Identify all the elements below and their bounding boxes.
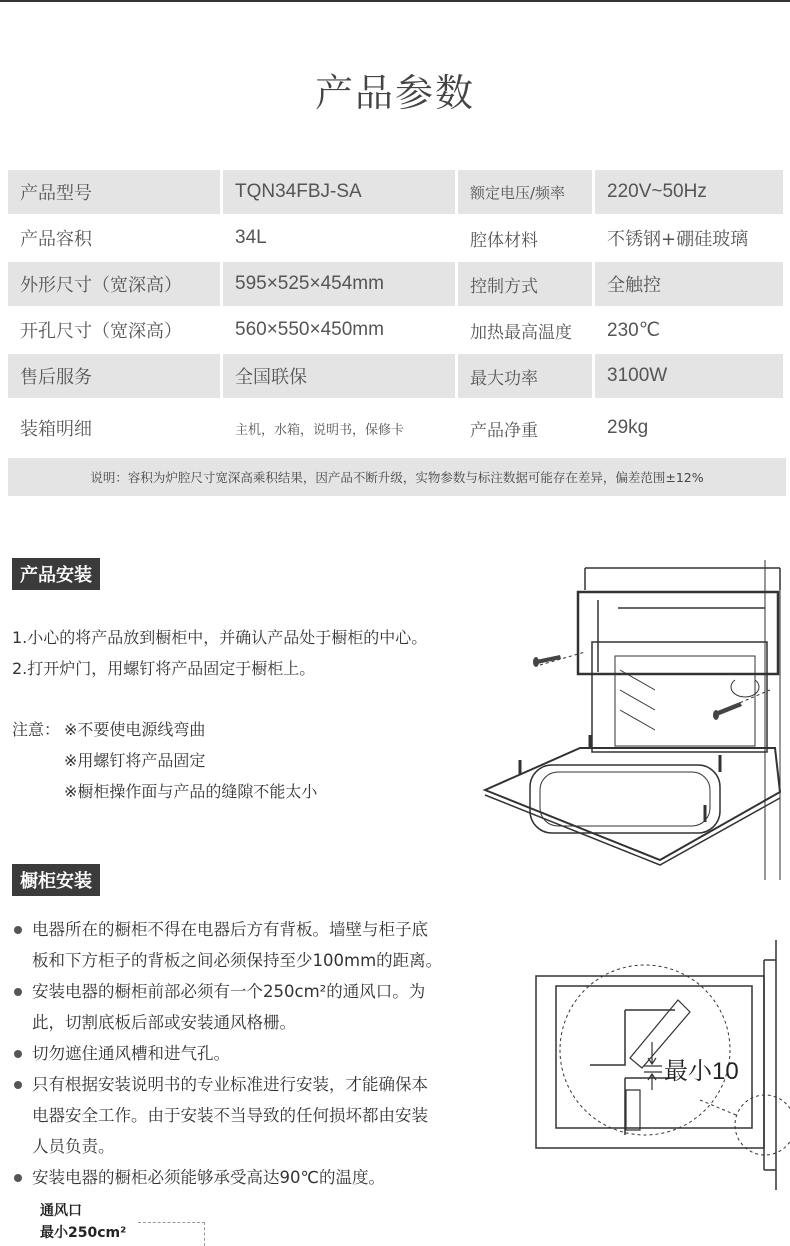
rule-line: 人员负责。 [32,1137,115,1156]
spec-label: 售后服务 [8,354,220,398]
spec-value: 29kg [607,417,649,438]
spec-value: 220V~50Hz [595,170,783,214]
min-gap-label: 最小10 [664,1058,739,1085]
notice-item: ※橱柜操作面与产品的缝隙不能太小 [64,782,318,801]
table-row [8,262,786,306]
spec-label: 最大功率 [458,354,592,398]
bullet-dot [14,1050,22,1058]
spec-label: 控制方式 [458,262,592,306]
table-row [8,354,786,398]
notice-label: 注意： [12,720,61,739]
spec-note: 说明：容积为炉腔尺寸宽深高乘积结果，因产品不断升级，实物参数与标注数据可能存在差异，偏差范围±12% [8,458,786,496]
table-row [8,170,786,214]
bullet-dot [14,988,22,996]
spec-value: 34L [235,227,267,248]
vent-outline [138,1222,205,1246]
install-heading: 产品安装 [12,558,100,590]
notice-item: ※用螺钉将产品固定 [64,751,206,770]
rule-line: 安装电器的橱柜前部必须有一个250cm²的通风口。为 [32,982,426,1001]
rule-line: 板和下方柜子的背板之间必须保持至少100mm的距离。 [32,951,443,970]
install-step: 1.小心的将产品放到橱柜中，并确认产品处于橱柜的中心。 [12,628,428,647]
spec-label: 开孔尺寸（宽深高） [20,321,182,342]
vent-size: 最小250cm² [40,1225,127,1241]
list-item [12,1038,502,1069]
cabinet-heading: 橱柜安装 [12,864,100,896]
spec-value: 全触控 [595,262,783,306]
bullet-dot [14,926,22,934]
notice-item: ※不要使电源线弯曲 [64,720,206,739]
bullet-dot [14,1174,22,1182]
spec-label: 额定电压/频率 [458,170,592,214]
rule-line: 安装电器的橱柜必须能够承受高达90℃的温度。 [32,1168,386,1187]
spec-value: 全国联保 [223,354,455,398]
list-item [12,976,502,1038]
spec-value: 主机，水箱，说明书，保修卡 [235,422,405,438]
spec-value: 595×525×454mm [223,262,455,306]
page-title: 产品参数 [314,71,475,115]
rule-line: 切勿遮住通风槽和进气孔。 [32,1044,230,1063]
vent-caption [40,1200,126,1244]
top-rule [0,0,790,2]
rule-line: 只有根据安装说明书的专业标准进行安装，才能确保本 [32,1075,428,1094]
table-row [8,308,786,352]
install-step: 2.打开炉门，用螺钉将产品固定于橱柜上。 [12,659,316,678]
spec-label: 产品容积 [20,229,92,250]
rule-line: 电器安全工作。由于安装不当导致的任何损坏都由安装 [32,1106,428,1125]
spec-label: 产品净重 [470,420,538,441]
vent-label: 通风口 [40,1203,82,1219]
list-item [12,1069,502,1162]
spec-value: 3100W [595,354,783,398]
spec-value: 230℃ [607,319,661,341]
oven-install-illustration [480,560,790,880]
bullet-dot [14,1081,22,1089]
spec-label: 加热最高温度 [470,322,572,343]
spec-label: 装箱明细 [20,419,92,440]
spec-value: TQN34FBJ-SA [223,170,455,214]
list-item [12,914,502,976]
spec-value: 不锈钢+硼硅玻璃 [607,229,749,250]
spec-value: 560×550×450mm [235,319,384,340]
spec-table [8,170,786,458]
ventilation-gap-diagram [530,940,790,1195]
table-row [8,400,786,456]
rule-line: 电器所在的橱柜不得在电器后方有背板。墙壁与柜子底 [32,920,428,939]
spec-label: 外形尺寸（宽深高） [8,262,220,306]
list-item [12,1162,502,1193]
cabinet-rules [12,914,502,1193]
spec-label: 腔体材料 [470,230,538,251]
table-row [8,216,786,260]
spec-label: 产品型号 [8,170,220,214]
rule-line: 此，切割底板后部或安装通风格栅。 [32,1013,296,1032]
